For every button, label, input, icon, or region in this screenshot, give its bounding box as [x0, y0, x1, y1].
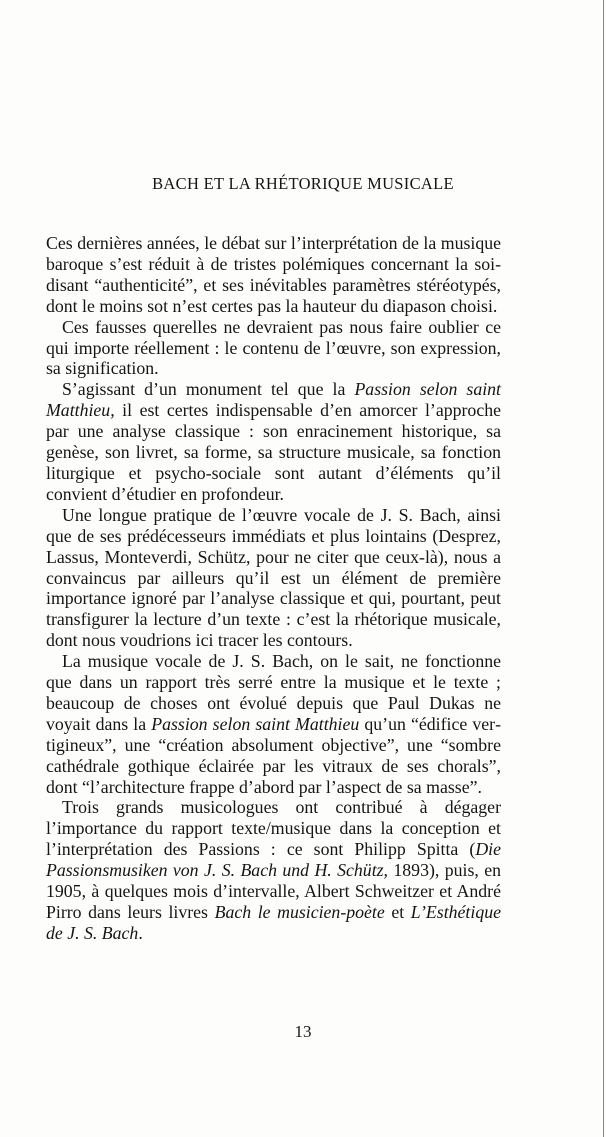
paragraph-text: Ces fausses querelles ne devraient pas nous faire oublier ce qui importe réellement : le contenu de l’œuvre, son expression, sa signification.	[46, 316, 501, 379]
paragraph-text: 1893), puis, en 1905, à quelques mois d’intervalle, Albert Schweitzer et André Pirro dans leurs livres	[46, 860, 501, 922]
paragraph-text: qu’un “édifice vertigineux”, une “création absolument objective”, une “sombre cathédrale gothique éclairée par les vitraux de ses chorals”, dont “l’architecture frappe d’abord par l’aspect de sa masse”.	[46, 713, 501, 797]
paragraph	[46, 379, 501, 504]
paragraph	[46, 651, 501, 797]
paragraph	[46, 233, 501, 317]
page-number: 13	[294, 1022, 312, 1041]
paragraph-text: Une longue pratique de l’œuvre vocale de J. S. Bach, ainsi que de ses prédécesseurs immédiats et plus lointains (Desprez, Lassus, Monteverdi, Schütz, pour ne citer que ceux-là), nous a convaincus par ailleurs qu’il est un élément de première importance ignoré par l’analyse classique et qui, pourtant, peut transfigurer la lecture d’un texte : c’est la rhétorique musicale, dont nous voudrions ici tracer les contours.	[46, 504, 501, 651]
paragraph-text: S’agissant d’un monument tel que la	[62, 379, 355, 400]
paragraph-text: La musique vocale de J. S. Bach, on le sait, ne fonctionne que dans un rapport très serré entre la musique et le texte ; beaucoup de choses ont évolué depuis que Paul Dukas ne voyait dans la	[46, 651, 501, 734]
paragraph-text: Ces dernières années, le débat sur l’interprétation de la musique baroque s’est réduit à de tristes polémiques concernant la soi-disant “authenticité”, et ses inévitables paramètres stéréotypés, dont le moins sot n’est certes pas la hauteur du diapason choisi.	[46, 233, 501, 316]
paragraph	[46, 317, 501, 380]
paragraph-text: Trois grands musicologues ont contribué à dégager l’importance du rapport texte/musique dans la conception et l’interprétation des Passions : ce sont Philipp Spitta (	[46, 797, 501, 860]
paragraph	[46, 505, 501, 651]
work-title-italic: Bach le musicien-poète	[214, 902, 385, 922]
paragraph-text: il est certes indispensable d’en amorcer l’approche par une analyse classique : son enracinement historique, sa genèse, son livret, sa forme, sa structure musicale, sa fonction liturgique et psycho-sociale sont autant d’éléments qu’il convient d’étudier en profondeur.	[46, 400, 501, 504]
work-title-italic: Passion selon saint Matthieu	[151, 713, 360, 734]
work-title-italic: Passion selon saint Matthieu,	[46, 379, 501, 421]
body-text	[46, 233, 501, 944]
work-title-italic: Die Passionsmusiken von J. S. Bach und H. Schütz,	[46, 839, 501, 881]
paragraph	[46, 797, 501, 943]
work-title-italic: L’Esthétique de J. S. Bach	[46, 902, 501, 943]
chapter-title: BACH ET LA RHÉTORIQUE MUSICALE	[152, 174, 454, 193]
page-edge-line	[603, 0, 604, 1137]
paragraph-text: .	[138, 922, 143, 943]
paragraph-text: et	[384, 902, 411, 922]
